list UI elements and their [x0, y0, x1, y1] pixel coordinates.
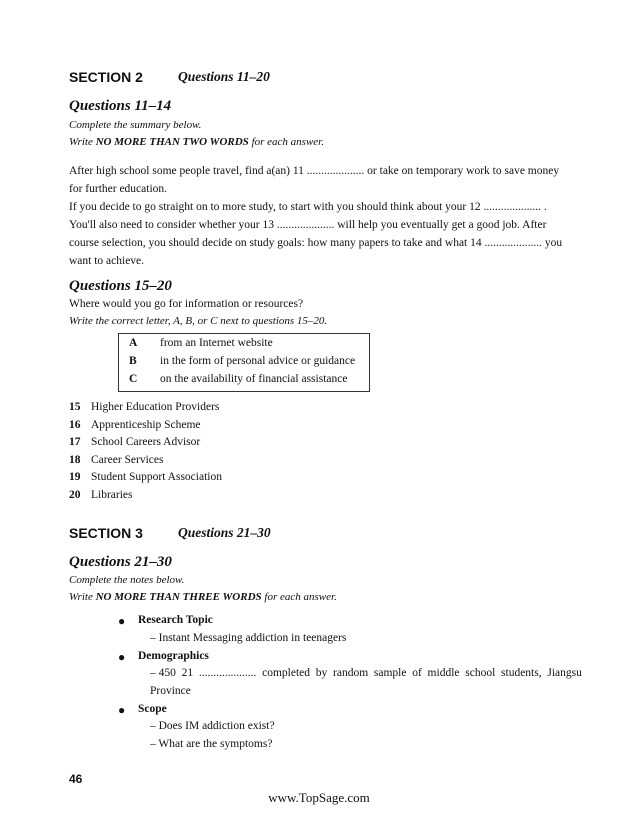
question-text: Libraries — [91, 489, 133, 501]
section-3-questions: Questions 21–30 — [178, 525, 271, 540]
question-number: 15 — [69, 401, 81, 413]
question-item — [69, 436, 200, 448]
instr-word-limit: NO MORE THAN TWO WORDS — [95, 136, 249, 148]
question-number: 20 — [69, 489, 81, 501]
summary-line: want to achieve. — [69, 255, 145, 267]
question-number: 19 — [69, 471, 81, 483]
section-2-label: SECTION 2 — [69, 69, 143, 85]
instr-prefix: Write — [69, 591, 96, 603]
page-number: 46 — [69, 772, 83, 786]
question-item — [69, 419, 201, 431]
note-line: – Does IM addiction exist? — [150, 720, 275, 732]
question-text: Apprenticeship Scheme — [91, 419, 201, 431]
questions-11-14-instruction-2 — [69, 136, 324, 148]
bullet-icon: ● — [118, 650, 126, 664]
option-letter: C — [129, 373, 138, 385]
website-footer: www.TopSage.com — [268, 790, 370, 805]
bullet-icon: ● — [118, 703, 126, 717]
question-item — [69, 454, 163, 466]
questions-21-30-heading: Questions 21–30 — [69, 554, 172, 570]
question-item — [69, 471, 222, 483]
questions-21-30-instruction-1: Complete the notes below. — [69, 574, 185, 586]
summary-line: You'll also need to consider whether your 13 .................... will help you eventually get a good job. After — [69, 219, 547, 231]
instr-suffix: for each answer. — [261, 591, 337, 603]
questions-21-30-instruction-2 — [69, 591, 337, 603]
summary-line: If you decide to go straight on to more study, to start with you should think about your 12 .................... . — [69, 201, 547, 213]
summary-line: After high school some people travel, find a(an) 11 .................... or take on temporary work to save money — [69, 165, 560, 177]
note-line: Province — [150, 685, 191, 697]
section-2-questions: Questions 11–20 — [178, 69, 270, 84]
questions-15-20-instruction: Write the correct letter, A, B, or C next to questions 15–20. — [69, 315, 328, 327]
note-line: – Instant Messaging addiction in teenagers — [150, 632, 347, 644]
instr-suffix: for each answer. — [248, 136, 324, 148]
instr-prefix: Write — [69, 136, 96, 148]
instr-word-limit: NO MORE THAN THREE WORDS — [95, 591, 262, 603]
question-number: 16 — [69, 419, 81, 431]
question-item — [69, 489, 133, 501]
question-text: Career Services — [91, 454, 164, 466]
note-heading-demographics: Demographics — [138, 650, 209, 662]
question-number: 17 — [69, 436, 81, 448]
question-text: Higher Education Providers — [91, 401, 220, 413]
questions-15-20-heading: Questions 15–20 — [69, 278, 172, 294]
summary-line: for further education. — [69, 183, 168, 195]
questions-11-14-instruction-1: Complete the summary below. — [69, 119, 202, 131]
option-letter: B — [129, 355, 137, 367]
options-box — [118, 333, 370, 392]
summary-line: course selection, you should decide on study goals: how many papers to take and what 14 .................... you — [69, 237, 563, 249]
bullet-icon: ● — [118, 614, 126, 628]
question-number: 18 — [69, 454, 81, 466]
note-line: – 450 21 .................... completed by random sample of middle school students, Jiangsu — [150, 667, 582, 679]
note-line: – What are the symptoms? — [150, 738, 273, 750]
option-text: in the form of personal advice or guidance — [160, 355, 356, 367]
section-3-label: SECTION 3 — [69, 525, 143, 541]
summary-paragraph — [69, 162, 569, 270]
question-text: School Careers Advisor — [91, 436, 201, 448]
option-text: from an Internet website — [160, 337, 273, 349]
questions-15-20-prompt: Where would you go for information or resources? — [69, 298, 304, 310]
question-text: Student Support Association — [91, 471, 222, 483]
note-heading-research-topic: Research Topic — [138, 614, 213, 626]
questions-11-14-heading: Questions 11–14 — [69, 98, 172, 114]
question-item — [69, 401, 219, 413]
option-letter: A — [129, 337, 138, 349]
note-heading-scope: Scope — [138, 703, 167, 715]
option-text: on the availability of financial assistance — [160, 373, 348, 385]
